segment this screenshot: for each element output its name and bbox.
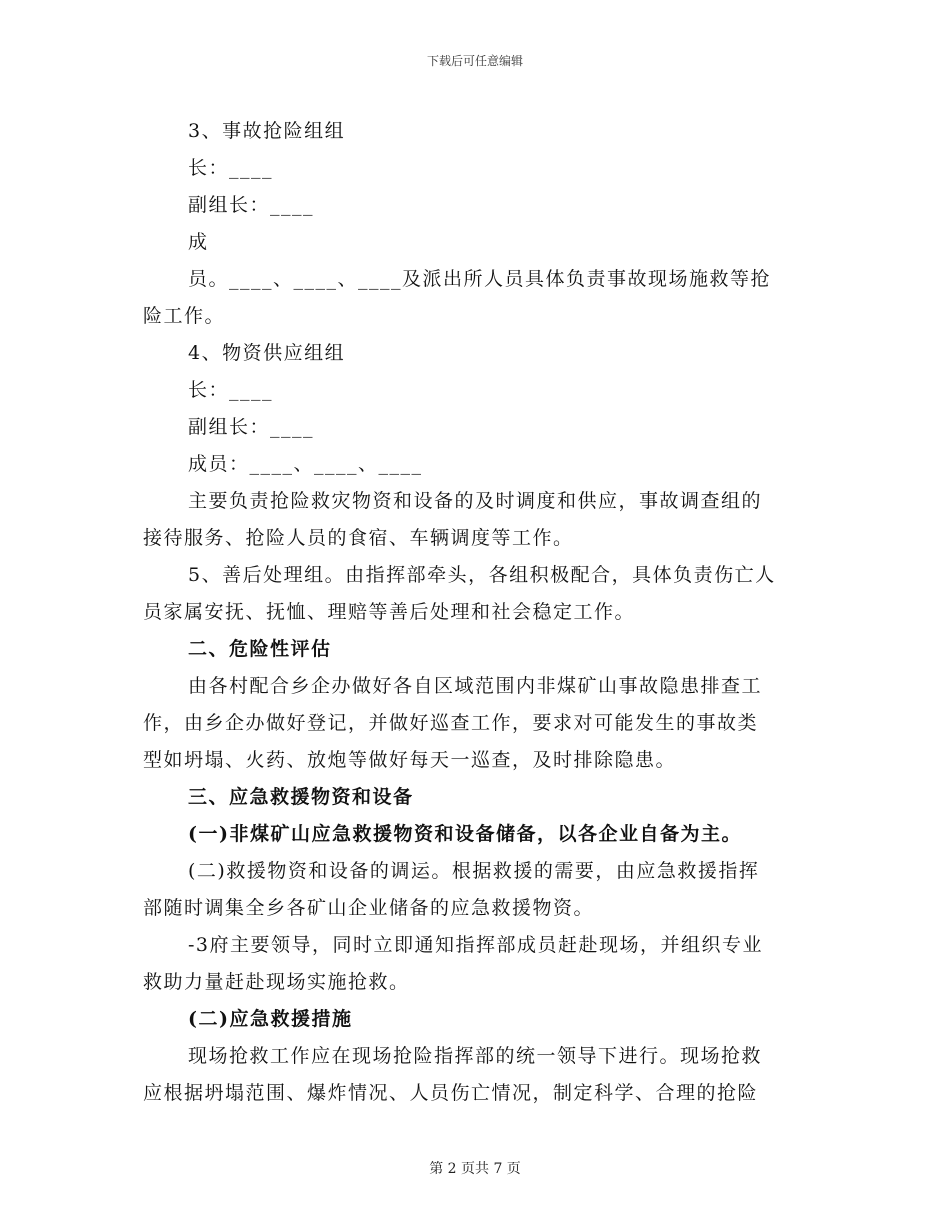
text-line: 5、善后处理组。由指挥部牵头，各组积极配合，具体负责伤亡人 (188, 564, 776, 586)
text-line: 现场抢救工作应在现场抢险指挥部的统一领导下进行。现场抢救 (188, 1045, 763, 1067)
text-line: 救助力量赶赴现场实施抢救。 (143, 971, 410, 993)
page-footer: 第 2 页共 7 页 (429, 1161, 521, 1177)
text-line: 4、物资供应组组 (188, 342, 346, 364)
text-line: 应根据坍塌范围、爆炸情况、人员伤亡情况，制定科学、合理的抢险 (143, 1082, 759, 1104)
text-line: 接待服务、抢险人员的食宿、车辆调度等工作。 (143, 527, 574, 549)
text-line: 作，由乡企办做好登记，并做好巡查工作，要求对可能发生的事故类 (143, 712, 759, 734)
text-line: 副组长：____ (188, 194, 315, 216)
text-line: 长：____ (188, 379, 274, 401)
section-heading: (二)应急救援措施 (188, 1008, 353, 1030)
text-line: 长：____ (188, 157, 274, 179)
text-line: 主要负责抢险救灾物资和设备的及时调度和供应，事故调查组的 (188, 490, 763, 512)
text-line: 部随时调集全乡各矿山企业储备的应急救援物资。 (143, 897, 595, 919)
section-heading: 三、应急救援物资和设备 (188, 786, 414, 808)
text-line: 型如坍塌、火药、放炮等做好每天一巡查，及时排除隐患。 (143, 749, 677, 771)
text-line: 成 (188, 231, 209, 253)
text-line: (二)救援物资和设备的调运。根据救援的需要，由应急救援指挥 (188, 860, 760, 882)
text-line: 3、事故抢险组组 (188, 120, 346, 142)
text-line: 成员：____、____、____ (188, 453, 423, 475)
text-line: 员。____、____、____及派出所人员具体负责事故现场施救等抢 (188, 268, 772, 290)
text-line: 副组长：____ (188, 416, 315, 438)
text-line: 由各村配合乡企办做好各自区域范围内非煤矿山事故隐患排查工 (188, 675, 763, 697)
text-line: -3府主要领导，同时立即通知指挥部成员赶赴现场，并组织专业 (188, 934, 764, 956)
text-line: 员家属安抚、抚恤、理赔等善后处理和社会稳定工作。 (143, 601, 636, 623)
section-heading: (一)非煤矿山应急救援物资和设备储备，以各企业自备为主。 (188, 823, 742, 845)
document-body (143, 113, 808, 1112)
page-header: 下载后可任意编辑 (426, 54, 523, 68)
text-line: 险工作。 (143, 305, 226, 327)
section-heading: 二、危险性评估 (188, 638, 332, 660)
